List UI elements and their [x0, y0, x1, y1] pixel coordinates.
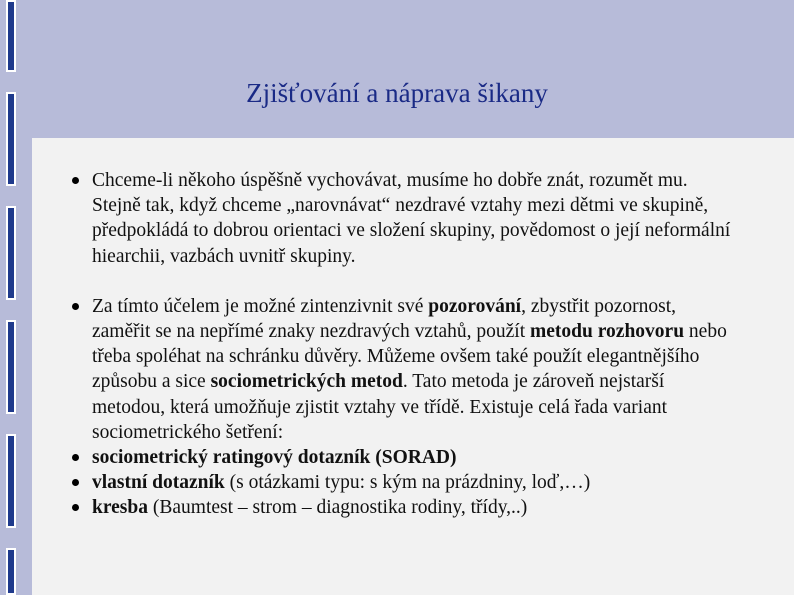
bullet-text: nebo třeba spoléhat na schránku důvěry. Můžeme ovšem také použít elegantnějšího způsobu a sice	[92, 321, 727, 393]
bullet-text: (Baumtest – strom – diagnostika rodiny, třídy,..)	[148, 497, 528, 519]
bullet-list	[72, 168, 737, 521]
decor-bar	[6, 320, 16, 414]
bullet-item-2	[72, 294, 737, 445]
bullet-text: Za tímto účelem je možné zintenzivnit své	[92, 295, 429, 317]
bullet-text: Chceme-li někoho úspěšně vychovávat, musíme ho dobře znát, rozumět mu. Stejně tak, když chceme „narovnávat“ nezdravé vztahy mezi dětmi ve skupině, předpokládá to dobrou orientaci ve složení skupiny, povědomost o její neformální hiearchii, vazbách uvnitř skupiny.	[92, 170, 731, 267]
bullet-bold-text: pozorování	[428, 295, 522, 317]
bullet-bold-text: metodu rozhovoru	[530, 321, 685, 343]
bullet-item-1	[72, 168, 737, 269]
slide-title: Zjišťování a náprava šikany	[246, 78, 548, 108]
bullet-item-4	[72, 470, 737, 495]
bullet-bold-text: kresba	[92, 497, 148, 519]
bullet-bold-text: vlastní dotazník	[92, 472, 225, 494]
decor-bar	[6, 434, 16, 528]
bullet-text: . Tato metoda je zároveň nejstarší metodou, která umožňuje zjistit vztahy ve třídě. Existuje celá řada variant sociometrického šetření:	[92, 371, 668, 443]
bullet-item-3	[72, 445, 737, 470]
decor-bar	[6, 0, 16, 72]
bullet-bold-text: sociometrických metod	[210, 371, 403, 393]
decor-bar	[6, 206, 16, 300]
decor-bar	[6, 548, 16, 595]
bullet-bold-text: sociometrický ratingový dotazník (SORAD)	[92, 447, 457, 469]
bullet-text: , zbystřit pozornost, zaměřit se na nepřímé znaky nezdravých vztahů, použít	[92, 295, 676, 343]
bullet-item-5	[72, 495, 737, 520]
bullet-text: (s otázkami typu: s kým na prázdniny, loď,…)	[224, 472, 591, 494]
